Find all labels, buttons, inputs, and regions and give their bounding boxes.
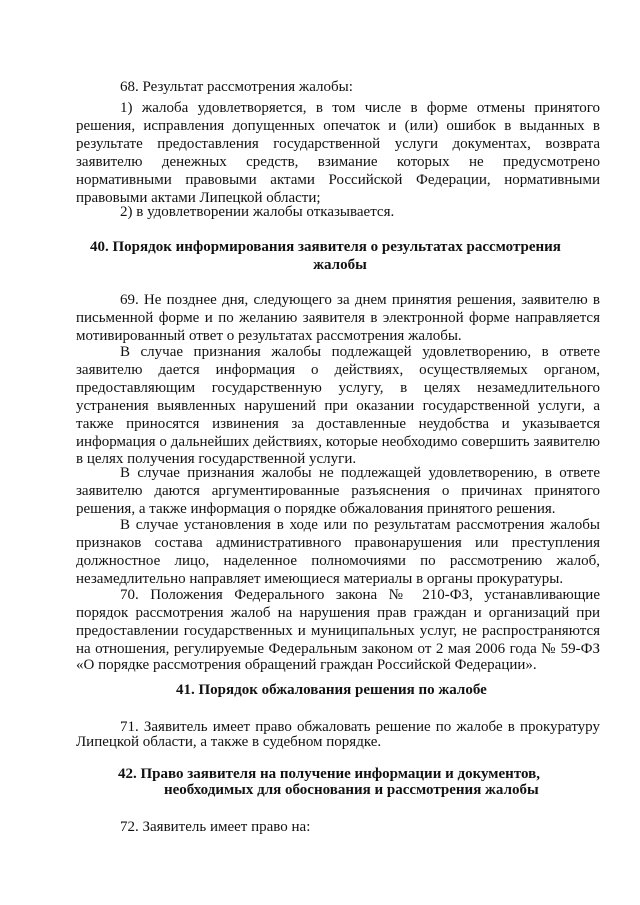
section-42-title: 42. Право заявителя на получение информации и документов, [118, 766, 540, 782]
paragraph-a-line-1: В случае признания жалобы подлежащей удовлетворению, в ответе [120, 344, 600, 360]
paragraph-71-line-2: Липецкой области, а также в судебном порядке. [76, 734, 382, 750]
section-40-title: 40. Порядок информирования заявителя о результатах рассмотрения [90, 239, 561, 255]
section-41-title: 41. Порядок обжалования решения по жалобе [176, 682, 487, 698]
paragraph-a-line-2: заявителю дается информация о действиях, осуществляемых органом, [76, 362, 600, 378]
paragraph-70-line-3: предоставлении государственных и муниципальных услуг, не распространяются [76, 623, 600, 639]
paragraph-68-heading: 68. Результат рассмотрения жалобы: [120, 79, 353, 95]
list-item-1-line-1: 1) жалоба удовлетворяется, в том числе в форме отмены принятого [120, 100, 600, 116]
list-item-1-line-2: решения, исправления допущенных опечаток и (или) ошибок в выданных в [76, 118, 600, 134]
paragraph-b-line-2: заявителю даются аргументированные разъяснения о причинах принятого [76, 483, 600, 499]
paragraph-70-line-2: порядок рассмотрения жалоб на нарушения прав граждан и организаций при [76, 605, 600, 621]
paragraph-71-line-1: 71. Заявитель имеет право обжаловать решение по жалобе в прокуратуру [120, 719, 600, 735]
paragraph-c-line-2: признаков состава административного правонарушения или преступления [76, 535, 600, 551]
paragraph-b-line-3: решения, а также информация о порядке обжалования принятого решения. [76, 501, 556, 517]
section-40-title-cont: жалобы [313, 257, 367, 273]
paragraph-a-line-5: также приносятся извинения за доставленные неудобства и указывается [76, 416, 600, 432]
section-42-title-cont: необходимых для обоснования и рассмотрения жалобы [164, 782, 539, 798]
list-item-2: 2) в удовлетворении жалобы отказывается. [120, 204, 395, 220]
paragraph-c-line-4: незамедлительно направляет имеющиеся материалы в органы прокуратуры. [76, 571, 564, 587]
paragraph-b-line-1: В случае признания жалобы не подлежащей удовлетворению, в ответе [120, 465, 600, 481]
paragraph-a-line-3: предоставляющим государственную услугу, в целях незамедлительного [76, 380, 600, 396]
list-item-1-line-6: правовыми актами Липецкой области; [76, 190, 321, 206]
paragraph-a-line-6: информация о дальнейших действиях, которые необходимо совершить заявителю [76, 434, 600, 450]
list-item-1-line-3: результате предоставления государственной услуги документах, возврата [76, 136, 600, 152]
paragraph-70-line-4: на отношения, регулируемые Федеральным законом от 2 мая 2006 года № 59-ФЗ [76, 641, 600, 657]
paragraph-70-line-5: «О порядке рассмотрения обращений граждан Российской Федерации». [76, 657, 537, 673]
list-item-1-line-4: заявителю денежных средств, взимание которых не предусмотрено [76, 154, 600, 170]
paragraph-c-line-3: должностное лицо, наделенное полномочиями по рассмотрению жалоб, [76, 553, 600, 569]
paragraph-72-heading: 72. Заявитель имеет право на: [120, 819, 311, 835]
paragraph-a-line-4: устранения выявленных нарушений при оказании государственной услуги, а [76, 398, 600, 414]
paragraph-69-line-2: письменной форме и по желанию заявителя в электронной форме направляется [76, 310, 600, 326]
paragraph-69-line-1: 69. Не позднее дня, следующего за днем принятия решения, заявителю в [120, 292, 600, 308]
list-item-1-line-5: нормативными правовыми актами Российской Федерации, нормативными [76, 172, 600, 188]
paragraph-69-line-3: мотивированный ответ о результатах рассмотрения жалобы. [76, 328, 462, 344]
paragraph-70-line-1: 70. Положения Федерального закона № 210-ФЗ, устанавливающие [120, 587, 600, 603]
paragraph-a-line-7: в целях получения государственной услуги. [76, 451, 357, 467]
paragraph-c-line-1: В случае установления в ходе или по результатам рассмотрения жалобы [120, 517, 600, 533]
